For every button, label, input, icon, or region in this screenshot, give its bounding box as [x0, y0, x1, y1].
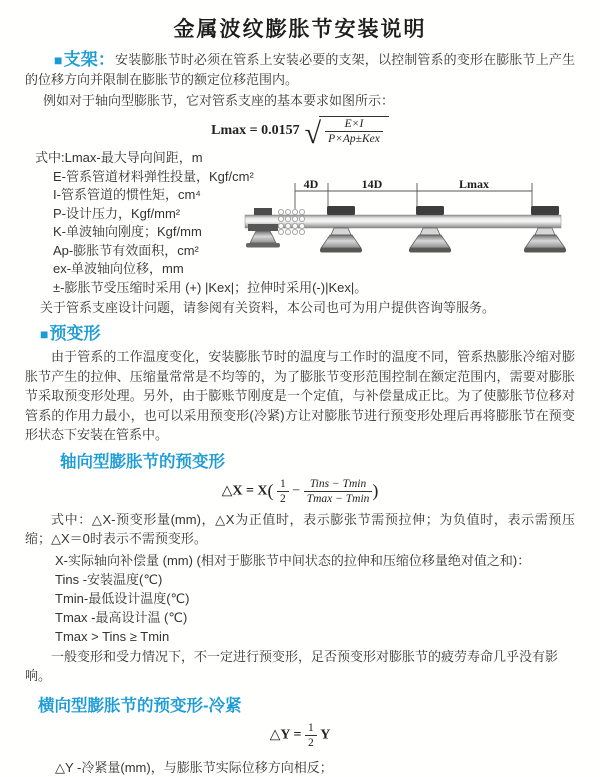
- definition-line: K-单波轴向刚度；Kgf/mm: [53, 224, 202, 239]
- minus-sign: −: [292, 483, 301, 499]
- pipe-guide-support-icon: [320, 206, 362, 253]
- temp-frac-denominator: Tmax − Tmin: [304, 491, 373, 505]
- dim-label-lmax: Lmax: [459, 177, 489, 191]
- lateral-subsection-heading: 横向型膨胀节的预变形-冷紧: [38, 696, 242, 715]
- lmax-formula-prefix: Lmax = 0.0157: [211, 123, 300, 139]
- open-paren: (: [267, 480, 274, 501]
- pipe-guide-support-icon: [409, 206, 451, 253]
- temp-frac-numerator: Tins − Tmin: [309, 477, 367, 490]
- lateral-formula-rhs: Y: [320, 727, 331, 743]
- lateral-note-line: △Y -冷紧量(mm)，与膨胀节实际位移方向相反；: [55, 759, 333, 775]
- definition-line: I-管系管道的惯性矩，cm⁴: [53, 187, 201, 202]
- support-note-line: 关于管系支座设计问题，请参阅有关资料，本公司也可为用户提供咨询等服务。: [40, 300, 496, 315]
- definition-line: E-管系管道材料弹性投量，Kgf/cm²: [53, 168, 254, 184]
- predeform-section-heading: [40, 324, 600, 344]
- definition-line: P-设计压力，Kgf/mm²: [53, 205, 181, 221]
- axial-variable-list: [55, 551, 590, 646]
- variable-definition-line: Tmin-最低设计温度(℃): [55, 590, 190, 606]
- lmax-formula-denominator: P×Ap±Kex: [325, 131, 383, 145]
- anchor-support-icon: [246, 208, 280, 248]
- axial-note-line: 一般变形和受力情况下，不一定进行预变形，足否预变形对膨胀节的疲劳寿命几乎没有影响。: [25, 648, 559, 683]
- axial-formula-explanation: 式中：△X-预变形量(mm)，△X为正值时，表示膨张节需预拉伸；为负值时，表示需预压缩；△X＝0时表示不需预变形。: [25, 511, 575, 546]
- support-example-line: 例如对于轴向型膨胀节，它对管系支座的基本要求如图所示：: [43, 93, 395, 108]
- definitions-and-diagram-row: [0, 149, 600, 297]
- close-paren: ): [372, 480, 379, 501]
- definition-line: ±-膨胀节受压缩时采用 (+) |Kex|；拉伸时采用(-)|Kex|。: [53, 279, 368, 295]
- lateral-coldtight-formula: [0, 722, 600, 749]
- half-numerator: 1: [307, 721, 314, 734]
- lateral-formula-lhs: △Y =: [269, 727, 302, 743]
- half-denominator: 2: [305, 735, 317, 749]
- definition-line: 式中:Lmax-最大导向间距，m: [35, 150, 203, 165]
- definition-line: ex-单波轴向位移，mm: [53, 261, 184, 276]
- pipe-diagram-svg: [243, 175, 595, 267]
- lmax-formula: [0, 116, 600, 150]
- section-square-icon: ■: [54, 52, 63, 68]
- dim-label-14d: 14D: [361, 177, 383, 191]
- half-numerator: 1: [280, 477, 286, 490]
- axial-subsection-heading: 轴向型膨胀节的预变形: [60, 452, 225, 471]
- support-intro-text: 安装膨胀节时必须在管系上安装必要的支架，以控制管系的变形在膨胀节上产生的位移方向并限制在膨胀节的额定位移范围内。: [25, 52, 575, 87]
- pipe-guide-support-icon: [524, 206, 566, 253]
- dim-label-4d: 4D: [303, 177, 319, 191]
- definition-line: Ap-膨胀节有效面积，cm²: [53, 242, 199, 258]
- predeform-heading-label: 预变形: [49, 324, 101, 343]
- variable-definition-line: Tins -安装温度(℃): [55, 571, 163, 587]
- section-square-icon: ■: [40, 326, 49, 342]
- variable-definition-line: X-实际轴向补偿量 (mm) (相对于膨胀节中间状态的拉伸和压缩位移量绝对值之和)：: [55, 552, 531, 568]
- lmax-formula-numerator: E×I: [344, 118, 364, 130]
- variable-definition-line: Tmax -最高设计温 (℃): [55, 609, 188, 625]
- support-section-heading: [54, 50, 115, 69]
- page-title: 金属波纹膨胀节安装说明: [173, 18, 427, 41]
- support-requirements-diagram: [243, 175, 595, 272]
- predeform-body-paragraph: 由于管系的工作温度变化，安装膨胀节时的温度与工作时的温度不同，管系热膨胀冷缩对膨胀节产生的拉伸、压缩量常常是不均等的，为了膨胀节变形范围控制在额定范围内，需要对膨胀节采取预变形处理。另外，由于膨账节刚度是一个定值，与补偿量成正比。为了使膨胀节位移对管系的作用力最小，也可以采用预变形(冷紧)方让对膨胀节进行预变形处理后再将膨胀节在预变形状态下安装在管系中。: [25, 349, 575, 442]
- axial-predeform-formula: [0, 478, 600, 505]
- sqrt-radical: [304, 116, 389, 150]
- support-heading-label: 支架：: [63, 50, 116, 69]
- dimension-lines: [295, 183, 532, 209]
- variable-definition-line: Tmax > Tins ≥ Tmin: [55, 628, 170, 644]
- axial-formula-lhs: △X = X: [221, 483, 268, 499]
- half-denominator: 2: [277, 491, 289, 505]
- support-intro-paragraph: [25, 50, 575, 90]
- radical-sign: √: [304, 116, 322, 150]
